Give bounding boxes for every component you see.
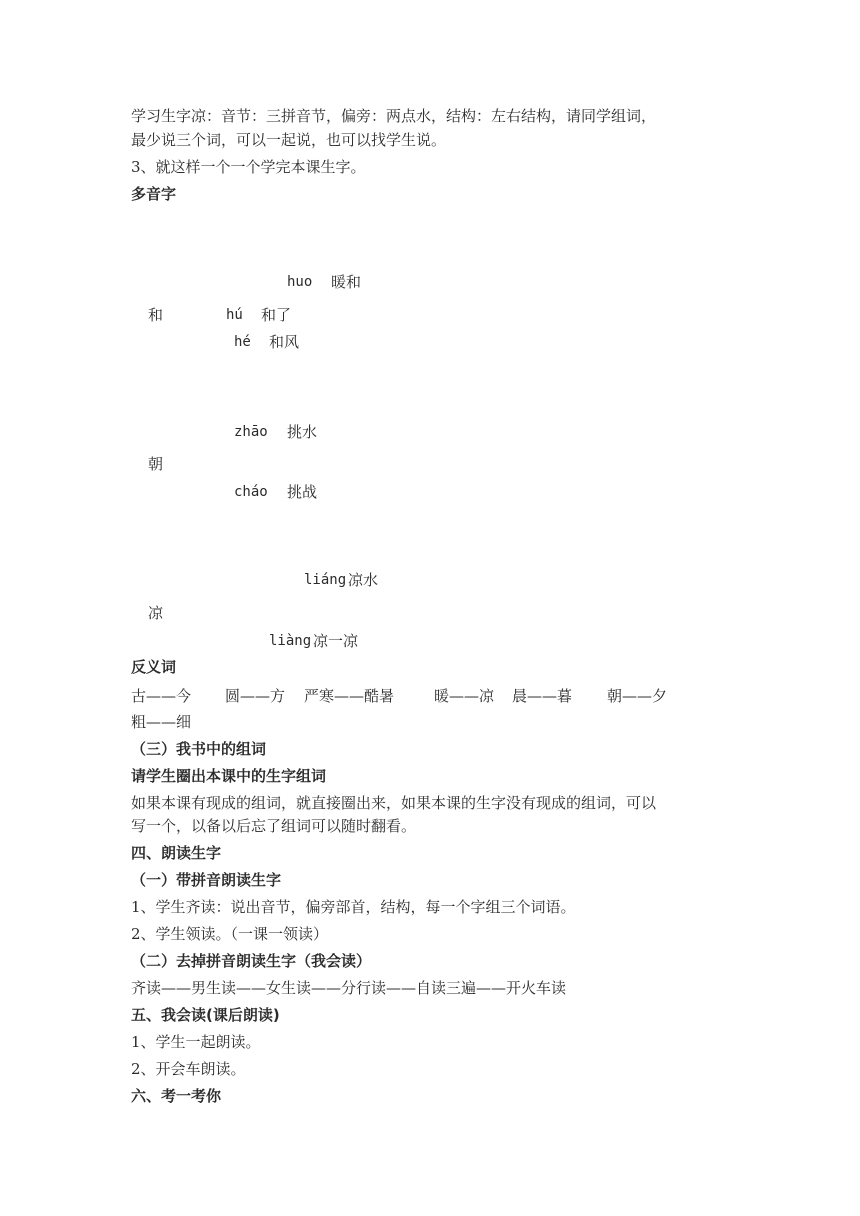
word-hule: 和了 <box>261 306 292 324</box>
char-zhao: 朝 <box>148 455 164 473</box>
word-tiaozhan: 挑战 <box>287 483 318 501</box>
word-liangyiliang: 凉一凉 <box>313 632 359 650</box>
antonym-pair: 古——今 <box>131 687 192 705</box>
intro-line-3: 3、就这样一个一个学完本课生字。 <box>131 158 366 176</box>
word-nuanhuo: 暖和 <box>331 273 362 291</box>
antonym-pair: 朝——夕 <box>607 687 668 705</box>
pinyin-huo: huo <box>287 274 313 290</box>
section-4-heading: 四、朗读生字 <box>131 844 222 862</box>
section-4-item-1: 1、学生齐读：说出音节，偏旁部首，结构，每一个字组三个词语。 <box>131 898 576 916</box>
section-3-subheading: 请学生圈出本课中的生字组词 <box>131 767 327 785</box>
section-6-heading: 六、考一考你 <box>131 1087 222 1105</box>
antonym-pair: 圆——方 <box>225 687 286 705</box>
pinyin-chao: cháo <box>234 484 268 500</box>
intro-line-2: 最少说三个词，可以一起说，也可以找学生说。 <box>131 131 447 149</box>
section-3-heading: （三）我书中的组词 <box>131 740 267 758</box>
pinyin-zhao: zhāo <box>234 424 268 440</box>
section-5-heading: 五、我会读(课后朗读) <box>131 1006 280 1024</box>
antonyms-heading: 反义词 <box>131 658 177 676</box>
word-liangshui: 凉水 <box>348 571 379 589</box>
pinyin-he: hé <box>234 334 251 350</box>
polyphonic-heading: 多音字 <box>131 185 177 203</box>
section-5-item-1: 1、学生一起朗读。 <box>131 1033 261 1051</box>
intro-line-1: 学习生字凉：音节：三拼音节，偏旁：两点水，结构：左右结构，请同学组词， <box>131 107 657 125</box>
char-he: 和 <box>148 306 164 324</box>
pinyin-liang-4: liàng <box>269 633 312 649</box>
section-3-para-line-1: 如果本课有现成的组词，就直接圈出来，如果本课的生字没有现成的组词，可以 <box>131 794 657 812</box>
antonym-pair-last: 粗——细 <box>131 713 192 731</box>
pinyin-liang-2: liáng <box>304 572 347 588</box>
word-hefeng: 和风 <box>269 333 300 351</box>
char-liang: 凉 <box>148 604 164 622</box>
section-4-sub-2: （二）去掉拼音朗读生字（我会读） <box>131 952 372 970</box>
antonym-pair: 严寒——酷暑 <box>304 687 395 705</box>
section-5-item-2: 2、开会车朗读。 <box>131 1060 246 1078</box>
section-4-sequence: 齐读——男生读——女生读——分行读——自读三遍——开火车读 <box>131 979 567 997</box>
antonym-pair: 暖——凉 <box>434 687 495 705</box>
pinyin-hu: hú <box>226 307 243 323</box>
section-4-item-2: 2、学生领读。（一课一领读） <box>131 925 329 943</box>
section-4-sub-1: （一）带拼音朗读生字 <box>131 871 282 889</box>
section-3-para-line-2: 写一个，以备以后忘了组词可以随时翻看。 <box>131 817 417 835</box>
word-tiaoshui: 挑水 <box>287 423 318 441</box>
antonym-pair: 晨——暮 <box>512 687 573 705</box>
